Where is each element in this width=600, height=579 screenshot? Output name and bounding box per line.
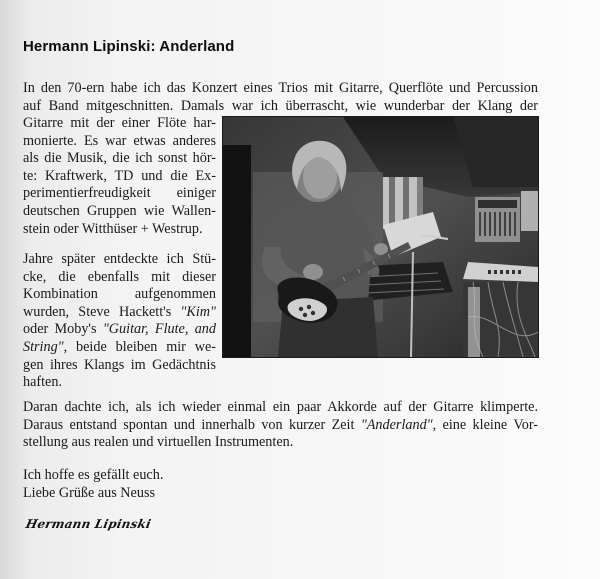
musician-studio-illustration [223,117,538,357]
text-line: deutschen Gruppen wie Wallen- [23,202,216,219]
text-line: te: Kraftwerk, TD und die Ex- [23,167,216,184]
text-line: Ich hoffe es gefällt euch. [23,467,164,483]
album-title-anderland: "Anderland" [360,416,433,433]
text-line: Liebe Grüße aus Neuss [23,484,155,501]
article-title: Hermann Lipinski: Anderland [23,38,235,55]
text-line: Gitarre mit der einer Flöte har- [23,115,216,131]
text-line [23,339,216,357]
text-line: Kombination aufgenommen [23,286,216,303]
second-paragraph [23,251,216,392]
text-fragment: Daraus entstand spontan und innerhalb von kurzer Zeit [23,416,361,433]
text-line: stellung aus realen und virtuellen Instrumenten. [23,434,294,451]
text-line: stein oder Witthüser + Westrup. [23,220,203,237]
text-fragment: , beide bleiben mir we- [63,338,216,355]
text-line: gen ihres Klangs im Gedächtnis [23,356,216,373]
text-fragment: wurden, Steve Hackett's [23,303,181,320]
text-line [23,417,538,435]
text-line: Daran dachte ich, als ich wieder einmal ein paar Akkorde auf der Gitarre klimperte. [23,399,538,415]
text-fragment: , eine kleine Vor- [432,416,539,433]
text-line: als die Musik, die ich sonst hör- [23,150,216,167]
text-line: auf Band mitgeschnitten. Damals war ich überrascht, wie wunderbar der Klang der [23,97,538,114]
intro-paragraph-wide [23,80,538,115]
studio-photo [222,116,539,358]
text-line: haften. [23,374,62,391]
signature: Hermann Lipinski [24,517,153,531]
song-title-guitar-flute-string-end: String" [23,338,64,355]
text-line: Jahre später entdeckte ich Stü- [23,251,216,267]
song-title-kim: "Kim" [180,303,216,320]
text-line: In den 70-ern habe ich das Konzert eines Trios mit Gitarre, Querflöte und Percussion [23,80,538,96]
text-fragment: oder Moby's [23,321,103,338]
text-line: cke, die ebenfalls mit dieser [23,268,216,285]
third-paragraph [23,399,538,452]
intro-paragraph-narrow [23,115,216,238]
text-line [23,321,216,339]
closing-lines [23,467,323,502]
text-line: monierte. Es war etwas anderes [23,132,216,149]
text-line: perimentierfreudigkeit einiger [23,185,216,202]
song-title-guitar-flute-string: "Guitar, Flute, and [102,321,216,338]
text-line [23,304,216,322]
